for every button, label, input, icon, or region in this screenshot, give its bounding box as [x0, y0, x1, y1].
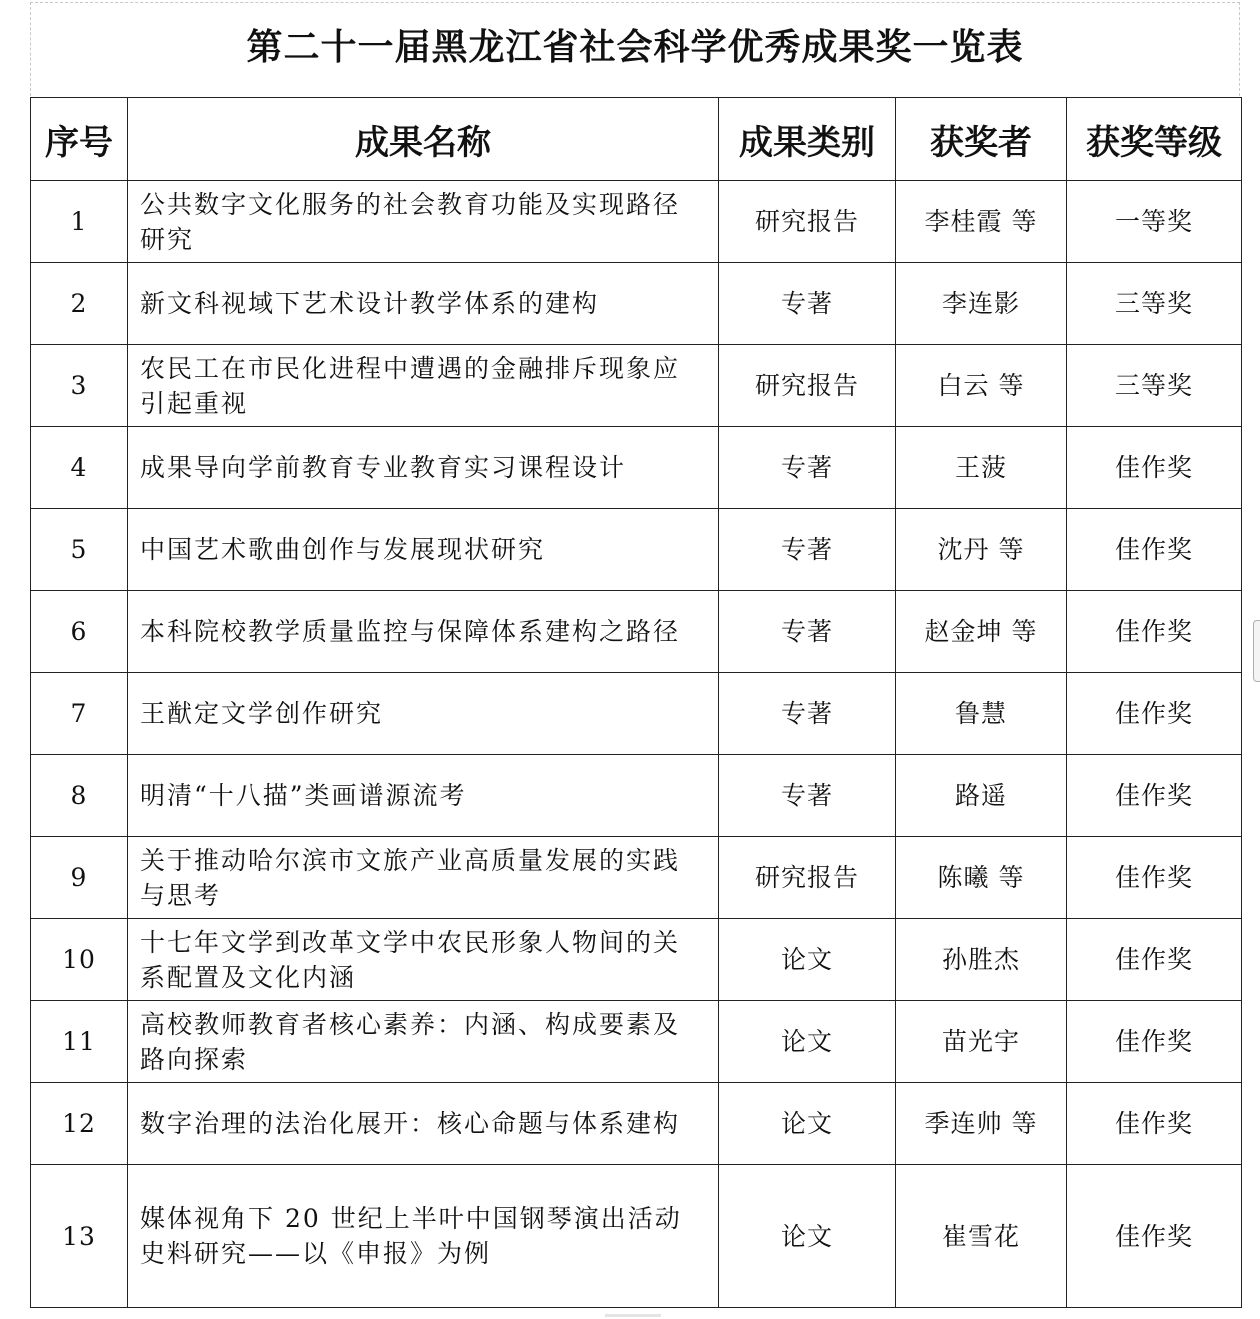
cell-index: 8: [31, 755, 128, 837]
table-row: [31, 1083, 1242, 1165]
awards-table: [30, 97, 1242, 1308]
cell-level: 佳作奖: [1067, 755, 1242, 837]
cell-index: 9: [31, 837, 128, 919]
cell-level: 佳作奖: [1067, 1001, 1242, 1083]
header-index: 序号: [31, 98, 128, 181]
cell-index: 10: [31, 919, 128, 1001]
cell-level: 一等奖: [1067, 181, 1242, 263]
cell-level: 佳作奖: [1067, 509, 1242, 591]
cell-level: 三等奖: [1067, 345, 1242, 427]
cell-winner: 李桂霞 等: [896, 181, 1067, 263]
cell-level: 佳作奖: [1067, 673, 1242, 755]
cell-level: 佳作奖: [1067, 591, 1242, 673]
cell-winner: 崔雪花: [896, 1165, 1067, 1308]
cell-category: 专著: [719, 591, 896, 673]
cell-category: 专著: [719, 755, 896, 837]
table-header-row: [31, 98, 1242, 181]
cell-category: 专著: [719, 427, 896, 509]
table-row: [31, 1165, 1242, 1308]
header-name: 成果名称: [128, 98, 719, 181]
table-row: [31, 1001, 1242, 1083]
cell-index: 13: [31, 1165, 128, 1308]
cell-name: 本科院校教学质量监控与保障体系建构之路径: [128, 591, 719, 673]
cell-name: 数字治理的法治化展开：核心命题与体系建构: [128, 1083, 719, 1165]
cell-index: 6: [31, 591, 128, 673]
cell-winner: 陈曦 等: [896, 837, 1067, 919]
cell-winner: 路遥: [896, 755, 1067, 837]
cell-winner: 王菠: [896, 427, 1067, 509]
cell-category: 论文: [719, 1083, 896, 1165]
cell-index: 4: [31, 427, 128, 509]
cell-winner: 李连影: [896, 263, 1067, 345]
cell-winner: 季连帅 等: [896, 1083, 1067, 1165]
cell-name: 十七年文学到改革文学中农民形象人物间的关系配置及文化内涵: [128, 919, 719, 1001]
header-winner: 获奖者: [896, 98, 1067, 181]
table-row: [31, 673, 1242, 755]
cell-name: 农民工在市民化进程中遭遇的金融排斥现象应引起重视: [128, 345, 719, 427]
table-row: [31, 919, 1242, 1001]
page-title: 第二十一届黑龙江省社会科学优秀成果奖一览表: [246, 27, 1024, 68]
cell-level: 佳作奖: [1067, 919, 1242, 1001]
cell-index: 5: [31, 509, 128, 591]
cell-name: 中国艺术歌曲创作与发展现状研究: [128, 509, 719, 591]
cell-winner: 苗光宇: [896, 1001, 1067, 1083]
cell-index: 7: [31, 673, 128, 755]
cell-category: 专著: [719, 673, 896, 755]
cell-category: 研究报告: [719, 345, 896, 427]
table-row: [31, 837, 1242, 919]
cell-category: 研究报告: [719, 181, 896, 263]
cell-index: 3: [31, 345, 128, 427]
cell-winner: 白云 等: [896, 345, 1067, 427]
cell-name: 关于推动哈尔滨市文旅产业高质量发展的实践与思考: [128, 837, 719, 919]
table-row: [31, 345, 1242, 427]
cell-level: 佳作奖: [1067, 1083, 1242, 1165]
cell-index: 1: [31, 181, 128, 263]
cell-name: 公共数字文化服务的社会教育功能及实现路径研究: [128, 181, 719, 263]
cell-name: 高校教师教育者核心素养：内涵、构成要素及路向探索: [128, 1001, 719, 1083]
side-scroll-handle[interactable]: [1253, 620, 1260, 682]
cell-level: 佳作奖: [1067, 427, 1242, 509]
cell-index: 12: [31, 1083, 128, 1165]
cell-category: 研究报告: [719, 837, 896, 919]
cell-name: 成果导向学前教育专业教育实习课程设计: [128, 427, 719, 509]
table-row: [31, 263, 1242, 345]
page-bottom-marker: [605, 1314, 661, 1317]
cell-category: 论文: [719, 1165, 896, 1308]
cell-winner: 沈丹 等: [896, 509, 1067, 591]
cell-winner: 孙胜杰: [896, 919, 1067, 1001]
cell-index: 2: [31, 263, 128, 345]
cell-name: 王猷定文学创作研究: [128, 673, 719, 755]
table-row: [31, 591, 1242, 673]
cell-category: 论文: [719, 919, 896, 1001]
cell-name: 明清“十八描”类画谱源流考: [128, 755, 719, 837]
table-row: [31, 427, 1242, 509]
cell-winner: 鲁慧: [896, 673, 1067, 755]
table-row: [31, 755, 1242, 837]
table-row: [31, 509, 1242, 591]
table-row: [31, 181, 1242, 263]
header-category: 成果类别: [719, 98, 896, 181]
cell-winner: 赵金坤 等: [896, 591, 1067, 673]
cell-category: 专著: [719, 263, 896, 345]
cell-category: 专著: [719, 509, 896, 591]
cell-level: 佳作奖: [1067, 1165, 1242, 1308]
cell-name: 媒体视角下 20 世纪上半叶中国钢琴演出活动史料研究——以《申报》为例: [128, 1165, 719, 1308]
cell-level: 佳作奖: [1067, 837, 1242, 919]
cell-name: 新文科视域下艺术设计教学体系的建构: [128, 263, 719, 345]
header-level: 获奖等级: [1067, 98, 1242, 181]
cell-index: 11: [31, 1001, 128, 1083]
cell-category: 论文: [719, 1001, 896, 1083]
cell-level: 三等奖: [1067, 263, 1242, 345]
